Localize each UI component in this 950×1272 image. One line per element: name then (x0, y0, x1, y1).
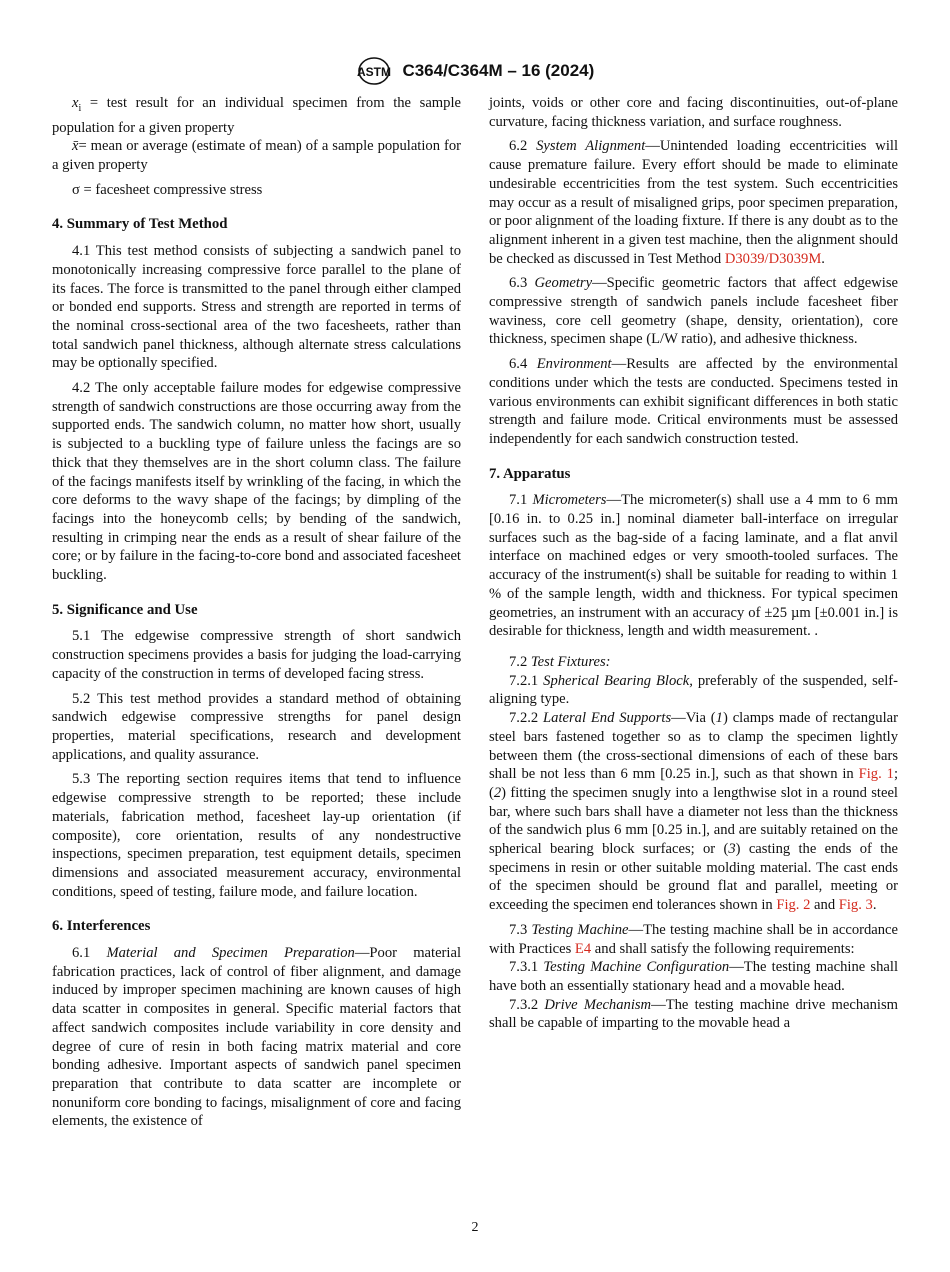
page-header (0, 56, 950, 86)
text-run: 7.2.1 (509, 672, 544, 689)
paragraph (489, 996, 898, 1033)
text-run: —Via ( (671, 710, 716, 727)
text-run: 7.1 (509, 492, 533, 509)
paragraph (489, 355, 898, 449)
text-run: 5.3 The reporting section requires items that tend to influence edgewise compressive strength to be reported; these include materials, fabrication method, facesheet lay-up orientation (if composite), core orientation, results of any nondestructive inspections, specimen preparation, test equipment details, specimen dimensions and associated measurement accuracy, environmental conditions, speed of testing, failure mode, and failure location. (52, 771, 461, 900)
page-number: 2 (471, 1220, 479, 1235)
text-run: 6. Interferences (52, 918, 151, 935)
text-run: 4. Summary of Test Method (52, 216, 228, 233)
text-run: 7. Apparatus (489, 465, 571, 482)
text-run: 6.4 (509, 356, 537, 373)
text-run: 7.3 (509, 921, 532, 938)
paragraph (52, 944, 461, 1131)
paragraph (489, 958, 898, 995)
text-run: Material and Specimen Preparation (106, 945, 355, 962)
text-run: 4.1 This test method consists of subjecting a sandwich panel to monotonically increasing compressive force parallel to the plane of its faces. The force is transmitted to the panel through either clamped or bonded end supports. Stress and strength are reported in terms of the nominal cross-sectional area of the two facesheets, rather than total sandwich panel thickness, although alternate stress calculations may be optionally specified. (52, 243, 461, 372)
paragraph (52, 242, 461, 373)
text-run: 6.3 (509, 275, 535, 292)
paragraph (489, 672, 898, 709)
text-run: = test result for an individual specimen from the sample population for a given property (52, 95, 461, 136)
text-run: 5. Significance and Use (52, 601, 198, 618)
section-heading (489, 465, 898, 484)
text-run: i (78, 102, 82, 114)
paragraph (52, 770, 461, 901)
text-run: 2 (493, 784, 502, 801)
reference-link[interactable]: Fig. 2 (776, 897, 811, 914)
paragraph (52, 181, 461, 200)
section-heading (52, 215, 461, 234)
paragraph (489, 921, 898, 958)
paragraph (52, 627, 461, 683)
text-run: —The micrometer(s) shall use a 4 mm to 6 mm [0.16 in. to 0.25 in.] nominal diameter ball-interface on irregular surfaces such as the bag-side of a facing laminate, and a flat anvil interface on machined edges or very smooth-tooled surfaces. The accuracy of the instrument(s) shall be suitable for reading to within 1 % of the sample length, width and thickness. For typical specimen geometries, an instrument with an accuracy of ±25 µm [±0.001 in.] is desirable for thickness, length and width measurement. . (489, 492, 898, 640)
text-run: —Results are affected by the environmental conditions under which the tests are conducted. Specimens tested in various environments can exhibit significant differences in both static strength and failure mode. Critical environments must be assessed independently for each sandwich construction tested. (489, 356, 899, 447)
text-run: —The testing machine shall be in accordance with Practices (489, 921, 899, 957)
text-run: joints, voids or other core and facing discontinuities, out-of-plane curvature, facing thickness variation, and surface roughness. (489, 95, 898, 130)
text-run: = mean or average (estimate of mean) of a sample population for a given property (52, 138, 461, 174)
text-run: System Alignment (536, 138, 646, 155)
right-column (489, 94, 898, 1033)
text-run: 3 (728, 841, 736, 858)
text-run: 1 (715, 710, 723, 727)
text-run: Spherical Bearing Block, (543, 672, 693, 689)
section-heading (52, 917, 461, 936)
text-run: ) clamps made of rectangular steel bars fastened together so as to clamp the specimen lightly between them (the cross-sectional dimensions of each of these bars shall be not less than 6 mm [0.25 in.], such as that shown in (489, 710, 898, 783)
text-run: Test Fixtures: (530, 653, 611, 670)
text-run: 7.2 (509, 653, 531, 670)
paragraph (52, 379, 461, 585)
text-run: —Specific geometric factors that affect edgewise compressive strength of sandwich panels include facesheet fiber waviness, core cell geometry (shape, density, orientation), core thickness, specimen shape (L/W ratio), and adhesive thickness. (489, 275, 899, 348)
text-run: 7.3.1 (509, 959, 544, 976)
text-run: —The testing machine drive mechanism shall be capable of imparting to the movable head a (489, 996, 898, 1032)
text-run: Geometry (534, 275, 593, 292)
text-run: and shall satisfy the following requirements: (591, 940, 855, 957)
text-run: —The testing machine shall have both an essentially stationary head and a movable head. (489, 959, 898, 994)
paragraph (489, 137, 898, 268)
text-run: x (72, 95, 79, 111)
paragraph (489, 274, 898, 349)
paragraph (489, 94, 898, 131)
text-run: 7.2.2 (509, 710, 544, 727)
text-run: ) fitting the specimen snugly into a lengthwise slot in a round steel bar, where such bars shall have a diameter not less than the thickness of the sandwich plus 6 mm [0.25 in.], and are suitably retained on the spherical bearing block surfaces; or ( (489, 784, 898, 858)
paragraph (52, 94, 461, 137)
text-run: Drive Mechanism (544, 996, 652, 1013)
text-run: Micrometers (532, 492, 607, 509)
text-run: preferably of the suspended, self-aligning type. (489, 672, 898, 708)
svg-text:ASTM: ASTM (356, 65, 391, 79)
text-run: Lateral End Supports (543, 710, 672, 727)
text-run: . (872, 897, 877, 914)
text-run: —Unintended loading eccentricities will cause premature failure. Every effort should be made to eliminate undesirable eccentricities from the test system. Such eccentricities may occur as a result of misaligned grips, poor specimen preparation, or poor alignment of the loading fixture. If there is any doubt as to the alignment inherent in a given test machine, then the alignment should be checked as discussed in Test Method (489, 138, 899, 267)
paragraph (52, 690, 461, 765)
paragraph (489, 653, 898, 672)
text-run: Testing Machine Configuration (543, 959, 730, 976)
text-run: . (821, 250, 825, 267)
reference-link[interactable]: E4 (574, 940, 592, 957)
paragraph (52, 137, 461, 174)
text-run: ; ( (489, 766, 898, 801)
text-run: and (810, 897, 839, 914)
text-run: 6.2 (509, 138, 537, 155)
paragraph (489, 491, 898, 641)
text-run: 7.3.2 (509, 996, 545, 1013)
text-run: 6.1 (72, 945, 107, 962)
text-run: —Poor material fabrication practices, lack of control of fiber alignment, and damage induced by improper specimen machining are known causes of high data scatter in composites in general. Specific material factors that affect sandwich composites include variability in core density and degree of cure of resin in both facing matrix material and core bonding adhesive. Important aspects of sandwich panel specimen preparation that contribute to data scatter are incomplete or nonuniform core bonding to facings, misalignment of core and facing elements, the existence of (52, 945, 462, 1130)
text-run: σ = facesheet compressive stress (72, 181, 263, 198)
left-column (52, 94, 461, 1137)
paragraph (489, 709, 898, 915)
section-heading (52, 601, 461, 620)
reference-link[interactable]: Fig. 1 (858, 766, 894, 783)
reference-link[interactable]: Fig. 3 (838, 897, 873, 914)
text-run: 4.2 The only acceptable failure modes for edgewise compressive strength of sandwich constructions are those occurring away from the supported ends. The sandwich column, no matter how short, usually is subjected to a buckling type of failure unless the facings are so thick that they themselves are in the short column class. The failure of the facings manifests itself by wrinkling of the facing, in which the core deforms to the wavy shape of the facings; by dimpling of the facings into the honeycomb cells; by bending of the sandwich, resulting in crimping near the ends as a result of shear failure of the core; or by failure in the facing-to-core bond and associated facesheet buckling. (52, 380, 461, 584)
text-run: Environment (536, 356, 612, 373)
text-run: x̄ (72, 138, 79, 155)
text-run: ) casting the ends of the specimens in resin or other suitable molding material. The cast ends of the specimen should be ground flat and parallel, meeting or exceeding the specimen end tolerances shown in (489, 841, 898, 914)
text-run: 5.1 The edgewise compressive strength of short sandwich construction specimens provides a basis for judging the load-carrying capacity of the construction in terms of developed facing stress. (52, 628, 461, 682)
text-run: Testing Machine (531, 921, 629, 938)
reference-link[interactable]: D3039/D3039M (724, 250, 822, 267)
text-run: 5.2 This test method provides a standard method of obtaining sandwich edgewise compressive strengths for panel design properties, material specifications, research and development applications, and quality assurance. (52, 690, 461, 763)
document-designation: C364/C364M – 16 (2024) (402, 61, 595, 80)
astm-logo-icon (356, 56, 392, 86)
